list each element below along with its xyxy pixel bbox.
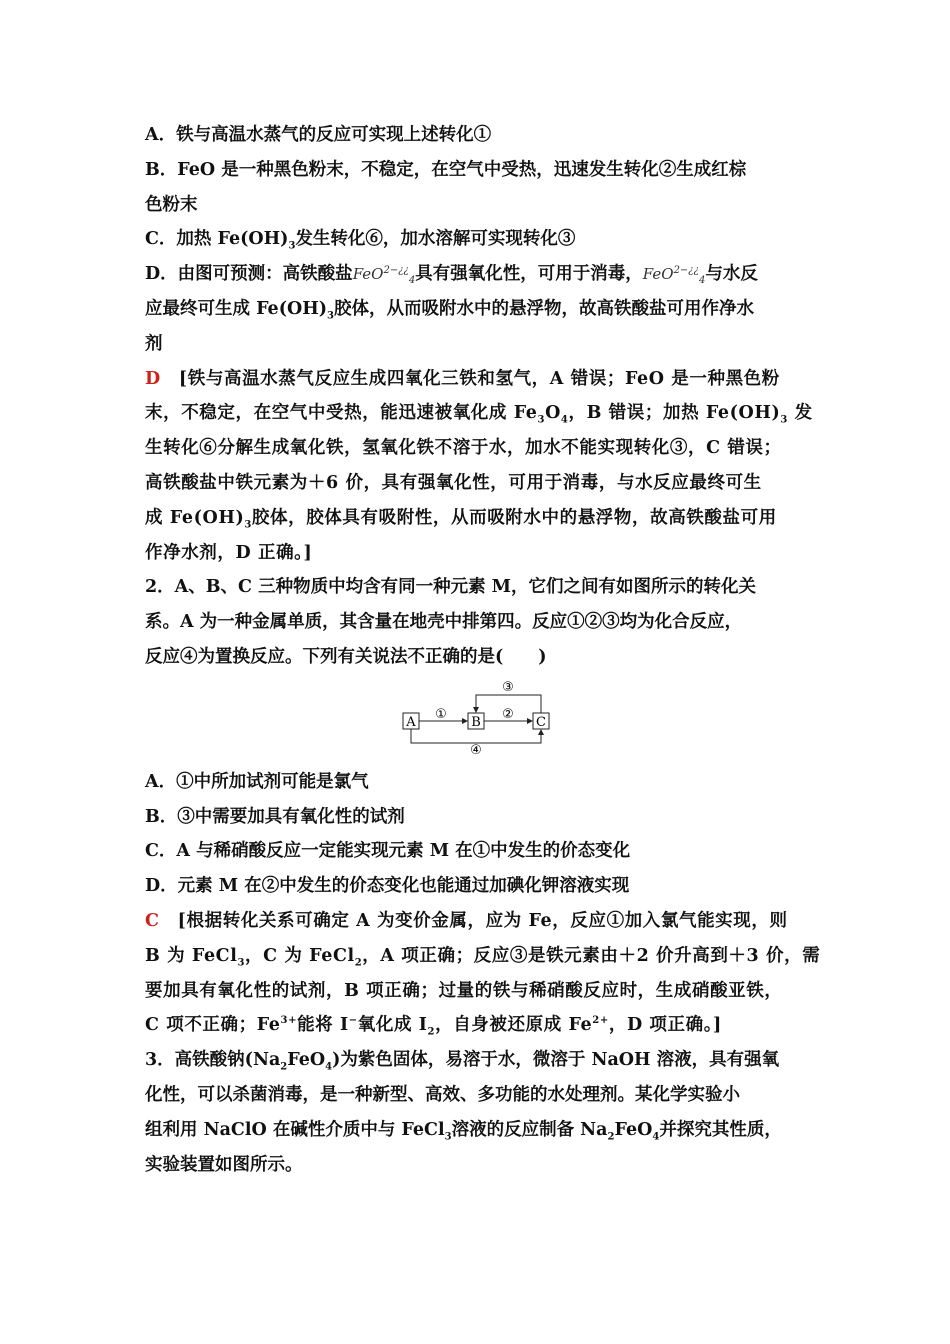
node-b: B xyxy=(471,714,481,730)
conversion-diagram-svg xyxy=(395,677,565,755)
reaction-4-label: ④ xyxy=(470,742,482,755)
reaction-3-label: ③ xyxy=(502,679,514,695)
q3-stem-line2: 化性，可以杀菌消毒，是一种新型、高效、多功能的水处理剂。某化学实验小 xyxy=(145,1084,740,1105)
q2-stem-line2: 系。A 为一种金属单质，其含量在地壳中排第四。反应①②③均为化合反应， xyxy=(145,612,743,633)
q1-explanation-line1: D [铁与高温水蒸气反应生成四氧化三铁和氢气，A 错误；FeO 是一种黑色粉 xyxy=(145,368,780,389)
node-c: C xyxy=(536,714,546,730)
q2-explanation-line4: C 项不正确；$Fe^{3+}$能将 I−氧化成 $I_2$，自身被还原成 $Fe^{2+}$，D 项正确。] xyxy=(145,1015,722,1038)
q2-explanation-line1: C [根据转化关系可确定 A 为变价金属，应为 Fe，反应①加入氯气能实现，则 xyxy=(145,910,788,931)
q1-answer-letter: D xyxy=(145,368,161,389)
ferrate-formula: FeO$^{2-¿¿}_4$ xyxy=(642,265,706,287)
q1-option-d-line3: 剂 xyxy=(145,333,163,354)
reaction-2-label: ② xyxy=(502,706,514,722)
q1-option-d-line2: 应最终可生成 $Fe(OH)_3$胶体，从而吸附水中的悬浮物，故高铁酸盐可用作净水 xyxy=(145,298,755,322)
q1-explanation-line6: 作净水剂，D 正确。] xyxy=(145,542,313,563)
q2-explanation-line2: B 为 FeCl$_3$，C 为 FeCl$_2$，A 项正确；反应③是铁元素由＋2 价升高到＋3 价，需 xyxy=(145,945,821,969)
q2-stem-line1: 2．A、B、C 三种物质中均含有同一种元素 M，它们之间有如图所示的转化关 xyxy=(145,577,757,598)
q1-explanation-line3: 生转化⑥分解生成氧化铁，氢氧化铁不溶于水，加水不能实现转化③，C 错误； xyxy=(145,438,782,459)
q1-explanation-line2: 末，不稳定，在空气中受热，能迅速被氧化成 $Fe_3O_4$，B 错误；加热 $Fe(OH)_3$ 发 xyxy=(145,403,813,426)
q3-stem-line1: 3．高铁酸钠$(Na_2FeO_4)$为紫色固体，易溶于水，微溶于 NaOH 溶液，具有强氧 xyxy=(145,1050,780,1073)
q2-option-b: B．③中需要加具有氧化性的试剂 xyxy=(145,806,405,827)
q2-answer-letter: C xyxy=(145,910,160,931)
q2-option-a: A．①中所加试剂可能是氯气 xyxy=(145,771,369,792)
q2-stem-line3: 反应④为置换反应。下列有关说法不正确的是( ) xyxy=(145,646,547,667)
q1-explanation-line5: 成 $Fe(OH)_3$胶体，胶体具有吸附性，从而吸附水中的悬浮物，故高铁酸盐可用 xyxy=(145,507,777,531)
document-page xyxy=(145,118,821,1182)
q2-option-c: C．A 与稀硝酸反应一定能实现元素 M 在①中发生的价态变化 xyxy=(145,841,631,862)
arrow-4 xyxy=(411,729,541,743)
reaction-1-label: ① xyxy=(435,706,447,722)
q1-option-b-line2: 色粉末 xyxy=(145,194,198,215)
q3-stem-line4: 实验装置如图所示。 xyxy=(145,1154,303,1175)
conversion-diagram xyxy=(145,675,810,765)
q1-option-d-line1: D．由图可预测：高铁酸盐FeO$^{2-¿¿}_4$具有强氧化性，可用于消毒，FeO$^{2-¿¿}_4$与水反 xyxy=(145,264,758,287)
q2-explanation-line3: 要加具有氧化性的试剂，B 项正确；过量的铁与稀硝酸反应时，生成硝酸亚铁， xyxy=(145,980,783,1001)
q3-stem-line3: 组利用 NaClO 在碱性介质中与 FeCl$_3$溶液的反应制备 $Na_2FeO_4$并探究其性质， xyxy=(145,1119,782,1143)
q1-option-c: C．加热 $Fe(OH)_3$发生转化⑥，加水溶解可实现转化③ xyxy=(145,229,576,252)
q2-option-d: D．元素 M 在②中发生的价态变化也能通过加碘化钾溶液实现 xyxy=(145,876,630,897)
q1-explanation-line4: 高铁酸盐中铁元素为＋6 价，具有强氧化性，可用于消毒，与水反应最终可生 xyxy=(145,472,762,493)
node-a: A xyxy=(406,714,416,730)
q1-option-b-line1: B．FeO 是一种黑色粉末，不稳定，在空气中受热，迅速发生转化②生成红棕 xyxy=(145,159,747,180)
q1-option-a: A．铁与高温水蒸气的反应可实现上述转化① xyxy=(145,125,492,145)
ferrate-formula: FeO$^{2-¿¿}_4$ xyxy=(352,265,416,287)
